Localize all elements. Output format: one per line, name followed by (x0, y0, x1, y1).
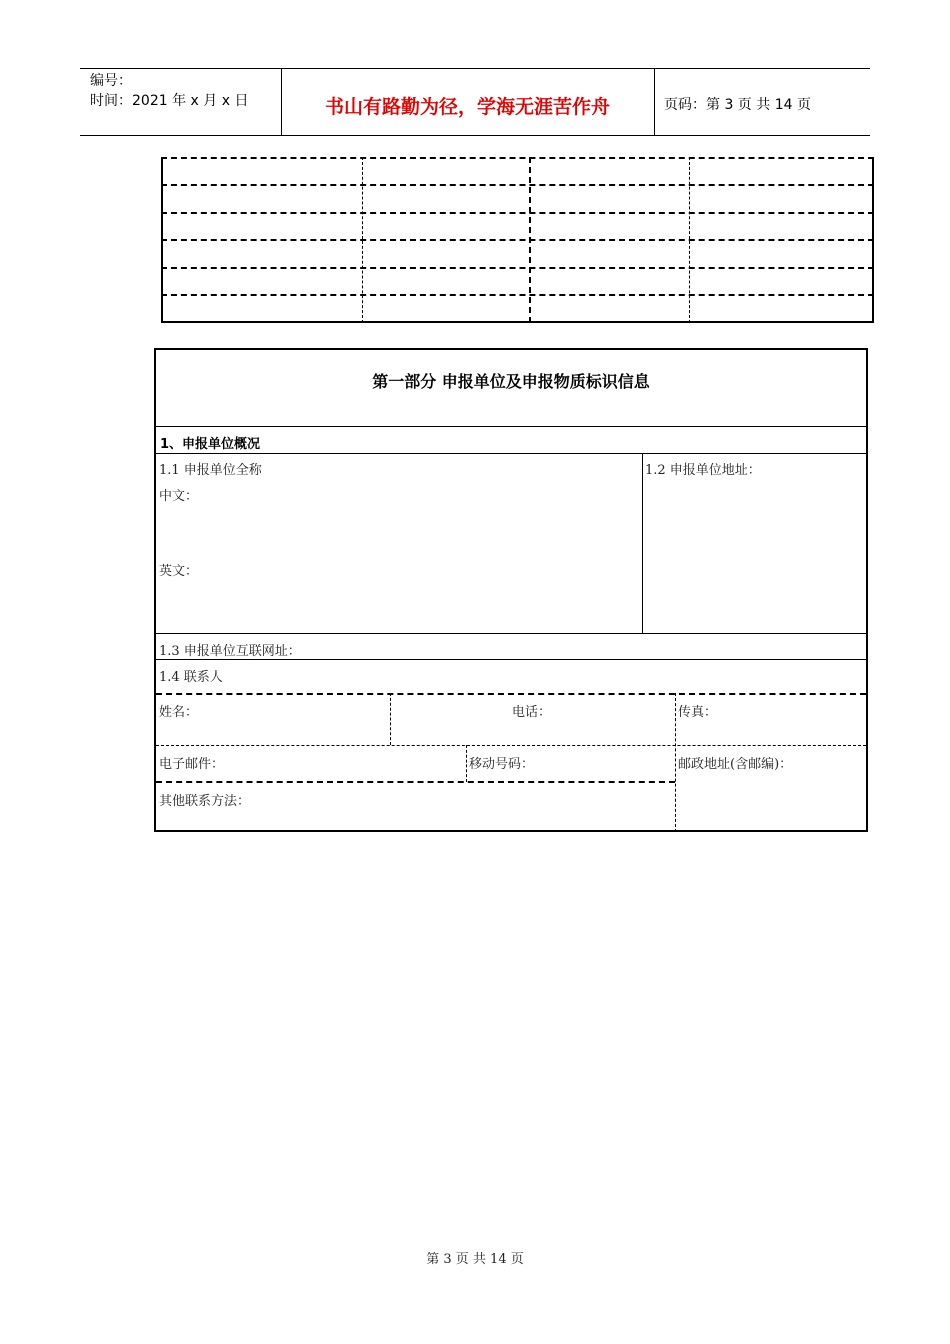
fax-field[interactable]: 传真： (678, 705, 718, 720)
form-rule (156, 633, 866, 634)
header-number-label: 编号： (90, 73, 132, 89)
grid-row-line (161, 212, 874, 214)
form-rule (156, 693, 866, 695)
form-col-divider (642, 453, 643, 633)
english-name-field[interactable]: 英文： (159, 564, 199, 579)
grid-left-border (161, 157, 163, 323)
email-field[interactable]: 电子邮件： (159, 757, 225, 772)
grid-row-line (161, 321, 874, 323)
form-rule (156, 426, 866, 427)
form-title: 第一部分 申报单位及申报物质标识信息 (372, 372, 650, 391)
grid-row-line (161, 239, 874, 241)
header-motto: 书山有路勤为径，学海无涯苦作舟 (324, 96, 610, 118)
postal-address-field[interactable]: 邮政地址(含邮编)： (678, 757, 793, 772)
header-bottom-rule (80, 135, 870, 136)
form-rule (156, 745, 866, 746)
form-rule (156, 659, 866, 660)
grid-row-line (161, 267, 874, 269)
grid-col-line (689, 157, 690, 323)
contact-name-field[interactable]: 姓名： (159, 705, 199, 720)
full-name-label: 1.1 申报单位全称 (159, 463, 262, 478)
other-contact-field[interactable]: 其他联系方法： (159, 794, 251, 809)
address-field[interactable]: 1.2 申报单位地址： (645, 463, 761, 478)
applicant-info-form (154, 348, 868, 832)
grid-row-line (161, 184, 874, 186)
phone-field[interactable]: 电话： (512, 705, 552, 720)
mobile-field[interactable]: 移动号码： (469, 757, 535, 772)
website-field[interactable]: 1.3 申报单位互联网址： (159, 644, 301, 659)
grid-row-line (161, 157, 874, 159)
header-top-rule (80, 68, 870, 69)
form-col-divider (675, 693, 676, 832)
page-footer: 第 3 页 共 14 页 (426, 1252, 524, 1267)
section-heading: 1、申报单位概况 (160, 437, 261, 452)
chinese-name-field[interactable]: 中文： (159, 489, 199, 504)
form-col-divider (466, 745, 467, 782)
form-col-divider (390, 693, 391, 745)
header-time-label: 时间：2021 年 x 月 x 日 (90, 93, 249, 109)
grid-col-line (362, 157, 363, 323)
grid-right-border (872, 157, 874, 323)
form-rule (156, 781, 675, 783)
form-rule (156, 453, 866, 454)
grid-col-line (529, 157, 531, 323)
header-page-info: 页码：第 3 页 共 14 页 (664, 97, 811, 113)
contact-person-label: 1.4 联系人 (159, 670, 223, 685)
header-divider-right (654, 68, 655, 135)
grid-row-line (161, 294, 874, 296)
empty-grid-table (161, 157, 874, 323)
